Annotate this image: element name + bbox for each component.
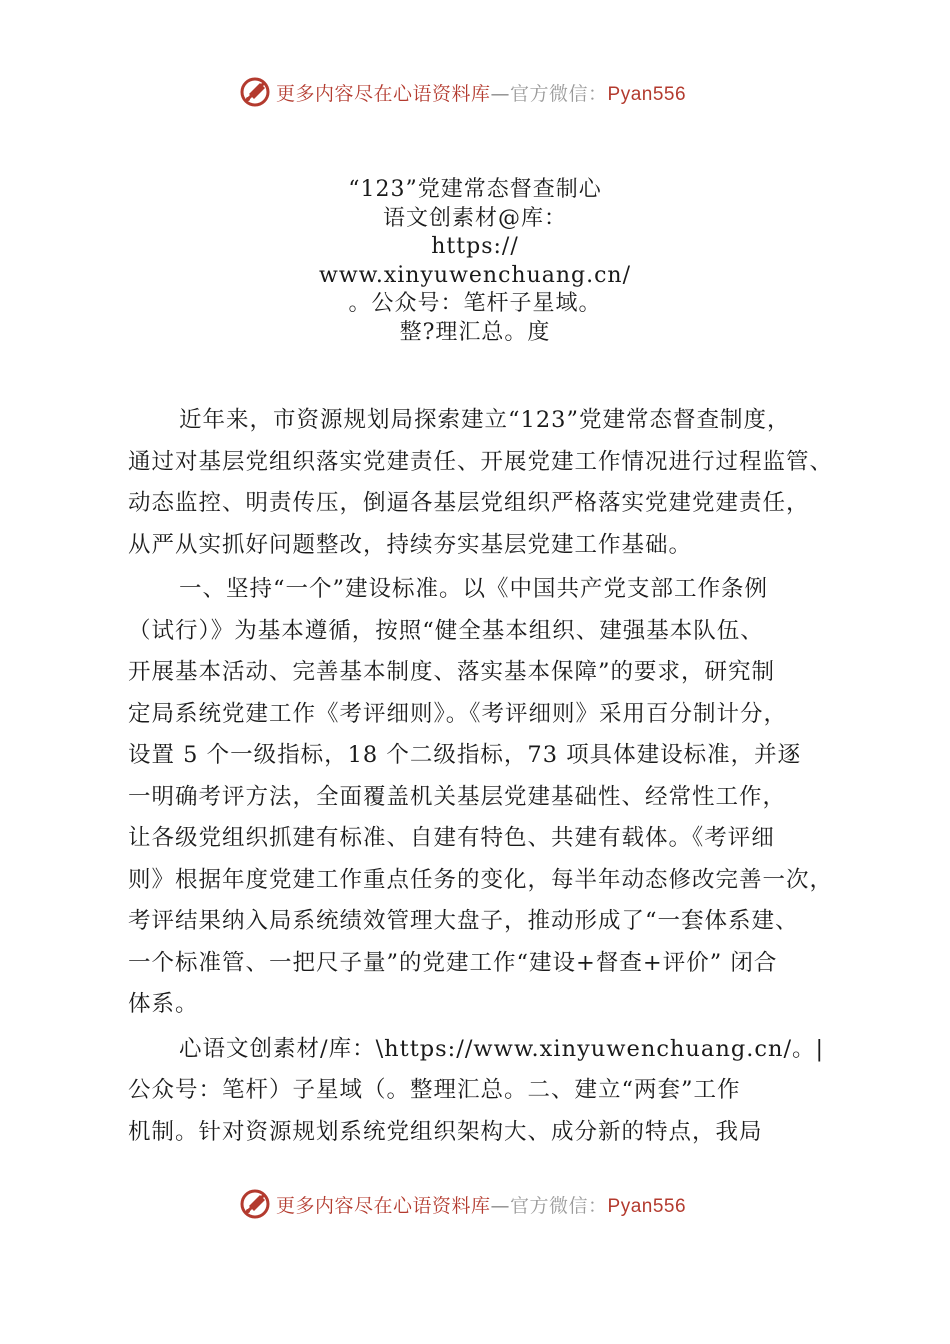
title-line: 。公众号：笔杆子星域。 [348,291,602,316]
paragraph-line: 机制。针对资源规划系统党组织架构大、成分新的特点，我局 [128,1118,763,1145]
banner-wechat-label: 官方微信： [510,1194,608,1217]
banner-wechat-label: 官方微信： [510,82,608,105]
footer-banner [238,1184,686,1224]
paragraph-line: 开展基本活动、完善基本制度、落实基本保障”的要求，研究制 [128,659,776,685]
pen-logo-icon [238,1187,272,1221]
paragraph-line: 从严从实抓好问题整改，持续夯实基层党建工作基础。 [128,531,693,558]
banner-text [276,1191,686,1218]
paragraph-line: 则》根据年度党建工作重点任务的变化，每半年动态修改完善一次， [128,866,834,893]
banner-wechat-id: Pyan556 [607,83,687,105]
paragraph-line: 定局系统党建工作《考评细则》。《考评细则》采用百分制计分， [128,700,788,727]
banner-separator: — [490,1194,511,1217]
document-body [128,400,868,1153]
banner-separator: — [490,82,511,105]
banner-main-text: 更多内容尽在心语资料库 [276,82,491,105]
banner-text [276,79,686,106]
banner-main-text: 更多内容尽在心语资料库 [276,1194,491,1217]
banner-wechat-id: Pyan556 [607,1195,687,1217]
paragraph-line: 体系。 [128,991,199,1017]
paragraph-line: 考评结果纳入局系统绩效管理大盘子，推动形成了“一套体系建、 [128,908,799,934]
paragraph-line: 公众号：笔杆）子星域（。整理汇总。二、建立“两套”工作 [128,1077,741,1103]
paragraph-line: 一明确考评方法，全面覆盖机关基层党建基础性、经常性工作， [128,783,787,810]
paragraph-first-line: 心语文创素材/库：\https://www.xinyuwenchuang.cn/。| [179,1035,825,1062]
paragraph-line: （试行）》为基本遵循，按照“健全基本组织、建强基本队伍、 [128,617,764,644]
paragraph-line: 设置 5 个一级指标，18 个二级指标，73 项具体建设标准，并逐 [128,742,802,768]
paragraph-line: 让各级党组织抓建有标准、自建有特色、共建有载体。《考评细 [128,825,775,851]
paragraph-line: 动态监控、明责传压，倒逼各基层党组织严格落实党建党建责任， [128,490,810,516]
title-line: https:// [431,234,519,259]
paragraph-first-line: 一、坚持“一个”建设标准。以《中国共产党支部工作条例 [179,576,769,602]
header-banner [238,72,686,112]
paragraph-line: 通过对基层党组织落实党建责任、开展党建工作情况进行过程监管、 [128,448,834,475]
title-line: “123”党建常态督查制心 [348,177,602,202]
title-line: 整?理汇总。度 [399,319,551,345]
title-line: 语文创素材@库： [382,205,567,231]
document-title [0,176,950,347]
paragraph-line: 一个标准管、一把尺子量”的党建工作“建设+督查+评价” 闭合 [128,949,778,976]
pen-logo-icon [238,75,272,109]
paragraph-first-line: 近年来，市资源规划局探索建立“123”党建常态督查制度， [179,407,791,433]
title-line: www.xinyuwenchuang.cn/ [318,262,632,288]
